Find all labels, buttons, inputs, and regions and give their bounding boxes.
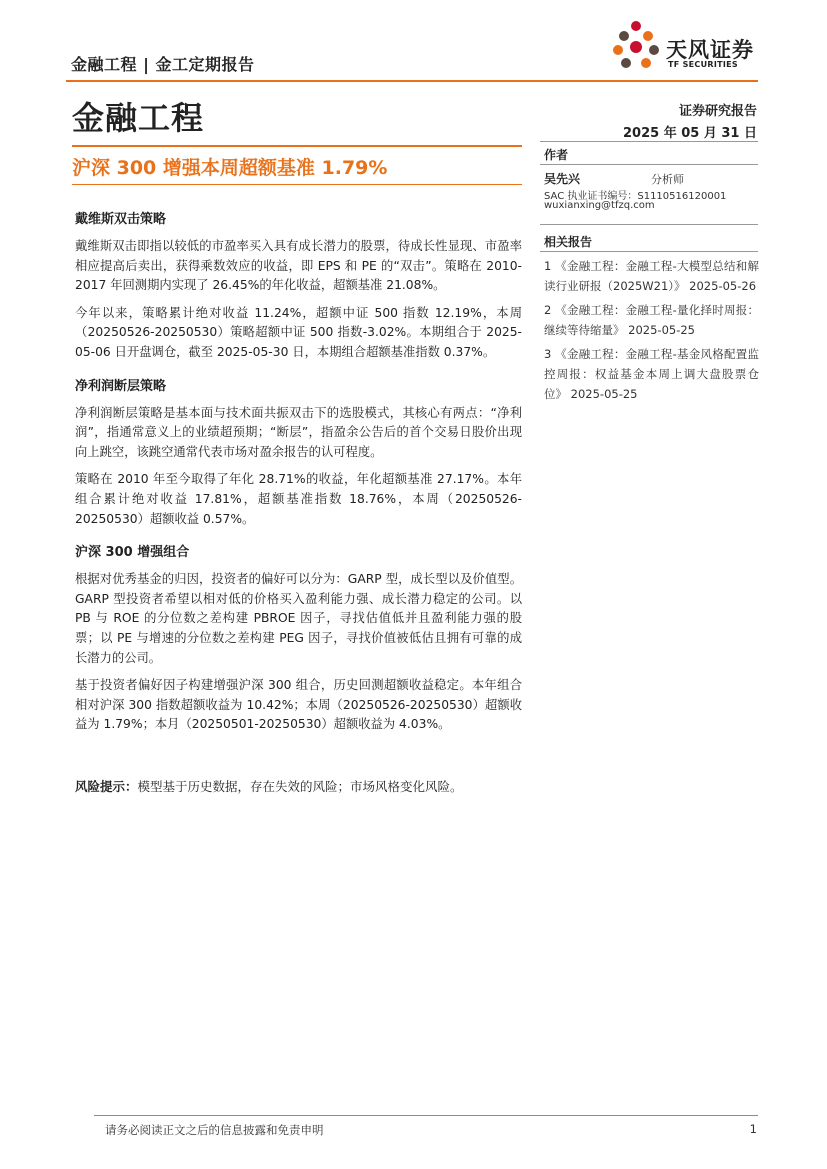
company-logo-icon: [610, 20, 662, 72]
section-paragraph: 戴维斯双击即指以较低的市盈率买入具有成长潜力的股票，待成长性显现、市盈率相应提高后卖出，获得乘数效应的收益，即 EPS 和 PE 的“双击”。策略在 2010-2017 年回测期内实现了 26.45%的年化收益，超额基准 21.08%。: [75, 239, 522, 293]
section-heading: 净利润断层策略: [75, 378, 167, 394]
category-label: 金融工程: [71, 55, 138, 74]
sidebar-rule-top: [540, 141, 758, 142]
author-rule: [540, 164, 758, 165]
risk-text: 模型基于历史数据，存在失效的风险；市场风格变化风险。: [137, 779, 463, 794]
page-number: 1: [749, 1122, 757, 1136]
author-section-label: 作者: [544, 148, 569, 162]
title-top-rule: [72, 145, 522, 147]
risk-label: 风险提示：: [75, 779, 138, 794]
related-report-item[interactable]: 3 《金融工程：金融工程-基金风格配置监控周报：权益基金本周上调大盘股票仓位》 2025-05-25: [544, 347, 759, 401]
author-name: 吴先兴: [544, 172, 581, 186]
report-subtitle: 沪深 300 增强本周超额基准 1.79%: [72, 157, 388, 179]
report-series-label: 金工定期报告: [155, 55, 255, 74]
main-content: [75, 208, 522, 743]
related-reports-list: [544, 256, 759, 408]
report-date: 2025 年 05 月 31 日: [623, 126, 757, 141]
title-bottom-rule: [72, 184, 522, 185]
author-role: 分析师: [651, 173, 684, 186]
page-title: 金融工程: [72, 99, 205, 137]
logo-text-en: TF SECURITIES: [668, 60, 738, 69]
footer-disclaimer: 请务必阅读正文之后的信息披露和免责申明: [105, 1123, 324, 1137]
section-hs300-enhanced: [75, 541, 522, 735]
report-breadcrumb: [71, 52, 255, 75]
section-paragraph: 今年以来，策略累计绝对收益 11.24%，超额中证 500 指数 12.19%，本周（20250526-20250530）策略超额中证 500 指数-3.02%。本期组合于 2025-05-06 日开盘调仓，截至 2025-05-30 日，本期组合超额基准指数 0.37%。: [75, 305, 522, 359]
section-heading: 戴维斯双击策略: [75, 212, 167, 227]
section-paragraph: 策略在 2010 年至今取得了年化 28.71%的收益，年化超额基准 27.17%。本年组合累计绝对收益 17.81%，超额基准指数 18.76%，本周（20250526-20250530）超额收益 0.57%。: [75, 472, 522, 526]
section-paragraph: 根据对优秀基金的归因，投资者的偏好可以分为：GARP 型，成长型以及价值型。GARP 型投资者希望以相对低的价格买入盈利能力强、成长潜力稳定的公司。以 PB 与 ROE 的分位数之差构建 PBROE 因子，寻找估值低并且盈利能力强的股票；以 PE 与增速的分位数之差构建 PEG 因子，寻找价值被低估且拥有可靠的成长潜力的公司。: [75, 572, 522, 665]
section-davis: [75, 208, 522, 363]
related-section-label: 相关报告: [544, 235, 593, 249]
section-paragraph: 净利润断层策略是基本面与技术面共振双击下的选股模式，其核心有两点：“净利润”，指通常意义上的业绩超预期；“断层”，指盈余公告后的首个交易日股价出现向上跳空，该跳空通常代表市场对盈余报告的认可程度。: [75, 405, 522, 459]
author-email[interactable]: wuxianxing@tfzq.com: [544, 200, 655, 211]
related-rule: [540, 251, 758, 252]
section-heading: 沪深 300 增强组合: [75, 545, 190, 561]
related-report-item[interactable]: 2 《金融工程：金融工程-量化择时周报：继续等待缩量》 2025-05-25: [544, 303, 759, 337]
section-paragraph: 基于投资者偏好因子构建增强沪深 300 组合，历史回测超额收益稳定。本年组合相对沪深 300 指数超额收益为 10.42%；本周（20250526-20250530）超额收益为 1.79%；本月（20250501-20250530）超额收益为 4.03%。: [75, 678, 522, 732]
footer-divider: [94, 1115, 758, 1116]
header-divider: [66, 80, 758, 82]
logo-text-cn: 天风证券: [666, 38, 754, 62]
breadcrumb-separator: |: [143, 55, 150, 74]
report-type: 证券研究报告: [678, 104, 757, 119]
related-report-item[interactable]: 1 《金融工程：金融工程-大模型总结和解读行业研报（2025W21）》 2025-05-26: [544, 259, 759, 293]
related-rule-top: [540, 224, 758, 225]
risk-warning: [75, 777, 522, 795]
author-sac-number: SAC 执业证书编号：S1110516120001: [544, 191, 727, 202]
section-profit-gap: [75, 375, 522, 530]
